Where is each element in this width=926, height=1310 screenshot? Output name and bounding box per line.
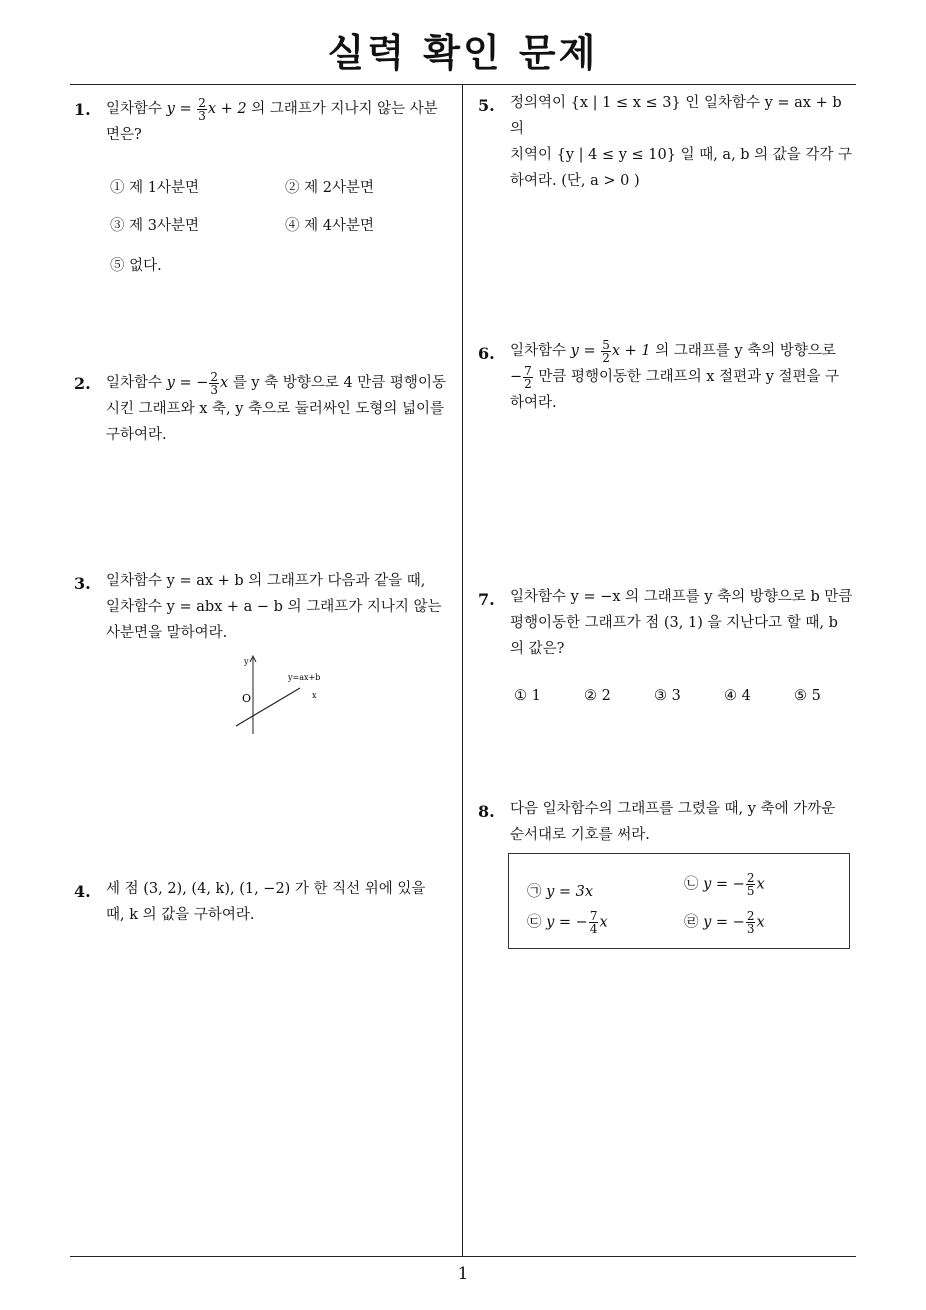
problem-number: 2. (74, 374, 91, 393)
problem-text: 일차함수 y = ax + b 의 그래프가 다음과 같을 때, 일차함수 y = abx + a − b 의 그래프가 지나지 않는 사분면을 말하여라. (106, 573, 442, 641)
y-axis-label: y (244, 657, 249, 666)
choice-2[interactable]: ② 2 (584, 688, 611, 704)
page-number: 1 (457, 1264, 469, 1284)
problem-text: 일차함수 y = −x 의 그래프를 y 축의 방향으로 b 만큼 평행이동한 그래프가 점 (3, 1) 을 지난다고 할 때, b 의 값은? (510, 589, 853, 657)
choice-1[interactable]: ① 1 (514, 688, 541, 704)
fraction: $\frac{2}{3}$ (210, 369, 218, 397)
choice-5[interactable]: ⑤ 없다. (110, 258, 162, 274)
problem-number: 3. (74, 574, 91, 593)
problem-text: 다음 일차함수의 그래프를 그렸을 때, y 축에 가까운 순서대로 기호를 써라. (510, 801, 836, 843)
problem-text: 일차함수 y = $\frac{2}{3}$ x + 2 의 그래프가 지나지 않는 사분 면은? (106, 95, 438, 143)
choice-2[interactable]: ② 제 2사분면 (285, 180, 374, 196)
option-a: ㉠ y = 3x (527, 884, 594, 900)
graph-label: y=ax+b (288, 673, 321, 682)
problem-number: 4. (74, 882, 91, 901)
fraction: $\frac{7}{4}$ (589, 909, 598, 936)
x-axis-label: x (312, 691, 317, 700)
option-c: ㉢ y = − $\frac{7}{4}$ x (527, 909, 608, 936)
problem-number: 1. (74, 100, 91, 119)
fraction: $\frac{2}{5}$ (746, 871, 755, 898)
line-graph-figure (228, 652, 338, 742)
top-rule (70, 84, 856, 85)
problem-text: 일차함수 y = − $\frac{2}{3}$ x 를 y 축 방향으로 4 만큼 평행이동 시킨 그래프와 x 축, y 축으로 둘러싸인 도형의 넓이를 구하여라. (106, 369, 446, 443)
problem-number: 8. (478, 802, 495, 821)
fraction: $\frac{7}{2}$ (524, 363, 532, 391)
problem-text: 세 점 (3, 2), (4, k), (1, −2) 가 한 직선 위에 있을 때, k 의 값을 구하여라. (106, 881, 426, 923)
fraction: $\frac{5}{2}$ (602, 337, 610, 365)
option-d: ㉣ y = − $\frac{2}{3}$ x (684, 909, 765, 936)
fraction: $\frac{2}{3}$ (746, 909, 755, 936)
choice-5[interactable]: ⑤ 5 (794, 688, 821, 704)
choice-3[interactable]: ③ 제 3사분면 (110, 218, 199, 234)
problem-text: 정의역이 {x | 1 ≤ x ≤ 3} 인 일차함수 y = ax + b 의 치역이 {y | 4 ≤ y ≤ 10} 일 때, a, b 의 값을 각각 구 하여라. (단, a > 0 ) (510, 95, 853, 189)
page-title: 실력 확인 문제 (327, 31, 599, 75)
choice-4[interactable]: ④ 제 4사분면 (285, 218, 374, 234)
choice-4[interactable]: ④ 4 (724, 688, 751, 704)
problem-number: 6. (478, 344, 495, 363)
option-b: ㉡ y = − $\frac{2}{5}$ x (684, 871, 765, 898)
bottom-rule (70, 1256, 856, 1257)
column-divider (462, 84, 463, 1256)
options-box (508, 853, 850, 949)
origin-label: O (242, 692, 252, 705)
problem-number: 7. (478, 590, 495, 609)
fraction: $\frac{2}{3}$ (198, 95, 206, 123)
problem-number: 5. (478, 96, 495, 115)
choice-1[interactable]: ① 제 1사분면 (110, 180, 199, 196)
choice-3[interactable]: ③ 3 (654, 688, 681, 704)
problem-text: 일차함수 y = $\frac{5}{2}$ x + 1 의 그래프를 y 축의 방향으로 − $\frac{7}{2}$ 만큼 평행이동한 그래프의 x 절편과 y 절편을 구 하여라. (510, 337, 840, 411)
